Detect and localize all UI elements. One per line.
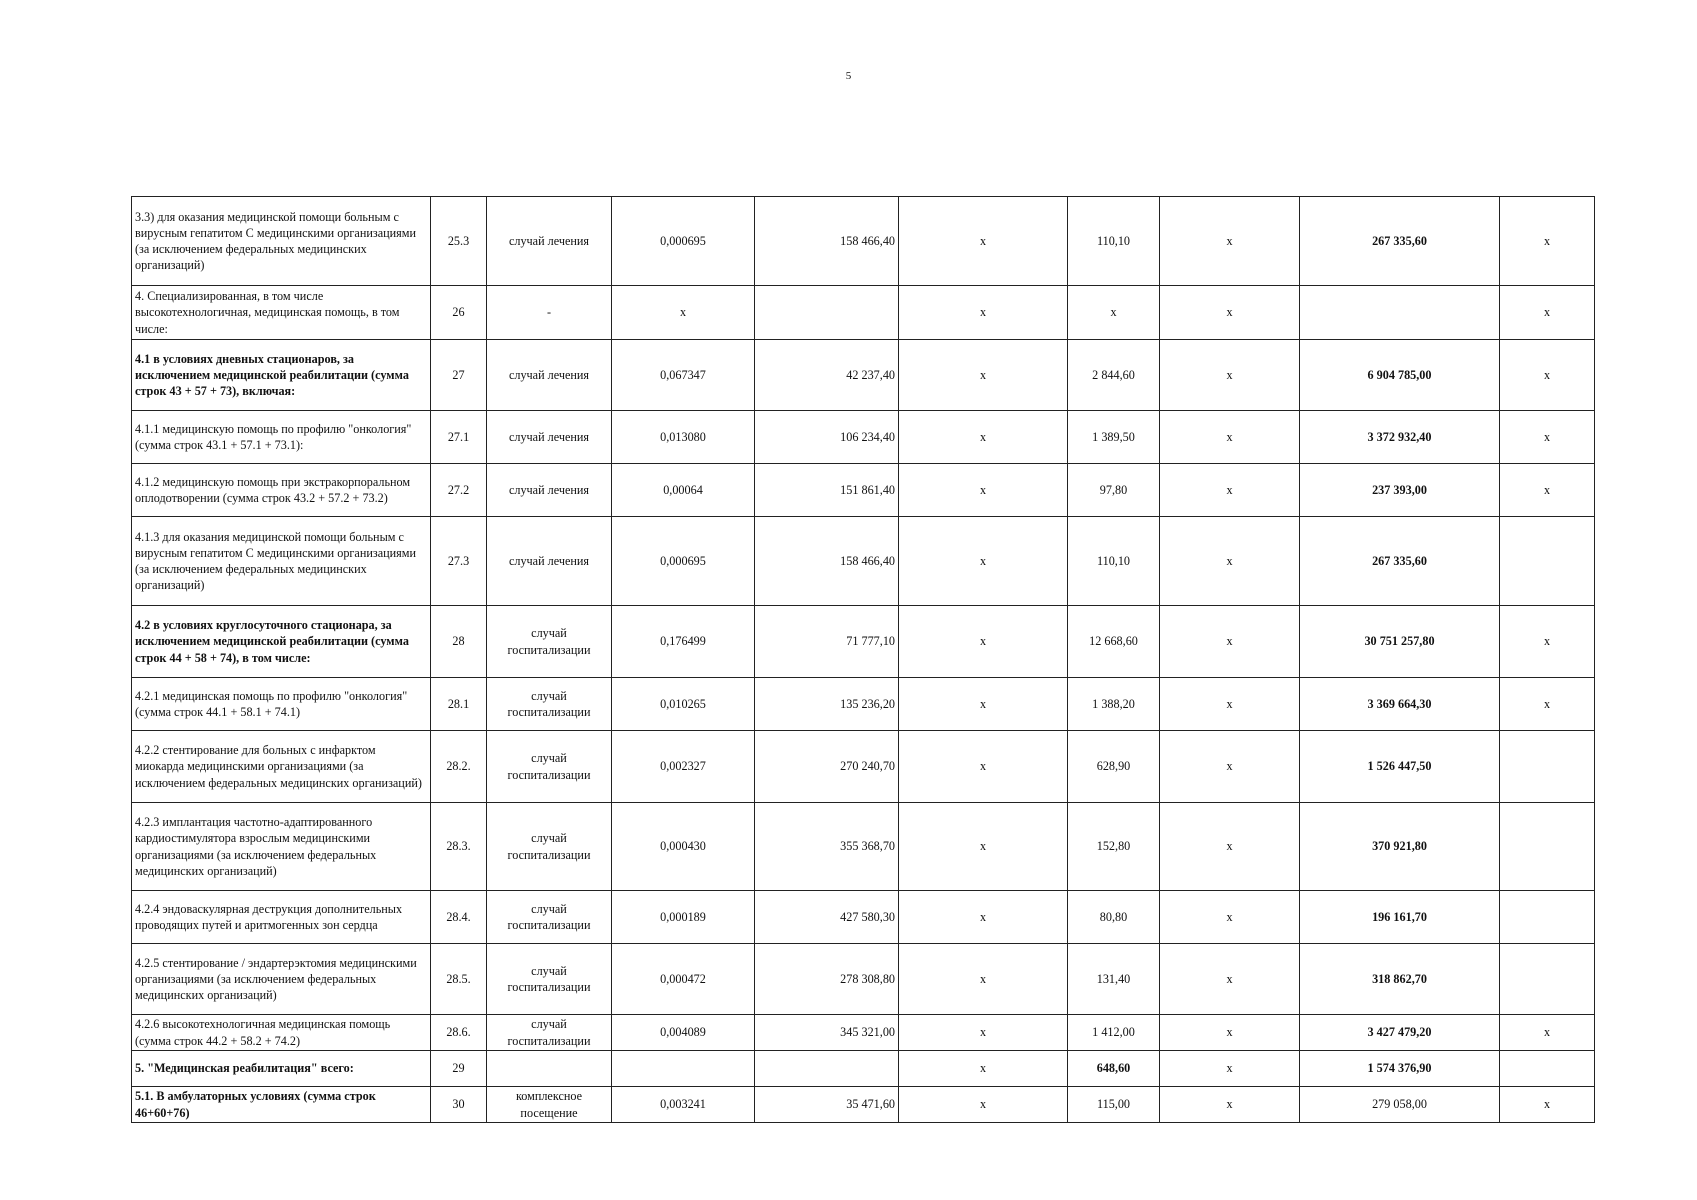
row-col6: х [899, 944, 1068, 1015]
row-norm [612, 1051, 755, 1087]
row-col10: х [1500, 1087, 1595, 1123]
row-name: 4.2.3 имплантация частотно-адаптированного кардиостимулятора взрослым медицинскими организациями (за исключением федеральных медицинских организаций) [132, 803, 431, 891]
row-code: 28.3. [431, 803, 487, 891]
row-col7: 97,80 [1068, 464, 1160, 517]
row-code: 27.2 [431, 464, 487, 517]
row-col8: х [1160, 678, 1300, 731]
row-sum: 267 335,60 [1300, 197, 1500, 286]
row-code: 26 [431, 286, 487, 340]
row-code: 25.3 [431, 197, 487, 286]
row-col10: х [1500, 606, 1595, 678]
row-code: 29 [431, 1051, 487, 1087]
row-sum: 267 335,60 [1300, 517, 1500, 606]
row-code: 28.4. [431, 891, 487, 944]
row-col6: х [899, 731, 1068, 803]
row-col10: х [1500, 340, 1595, 411]
row-col10 [1500, 944, 1595, 1015]
row-unit: случай госпитализации [487, 731, 612, 803]
row-cost [755, 1051, 899, 1087]
row-col7: 110,10 [1068, 197, 1160, 286]
row-col7: 152,80 [1068, 803, 1160, 891]
row-col6: х [899, 464, 1068, 517]
row-col6: х [899, 1051, 1068, 1087]
row-norm: 0,000189 [612, 891, 755, 944]
row-col10: х [1500, 286, 1595, 340]
row-name: 5.1. В амбулаторных условиях (сумма строк 46+60+76) [132, 1087, 431, 1123]
row-col8: х [1160, 891, 1300, 944]
row-sum: 30 751 257,80 [1300, 606, 1500, 678]
row-code: 28.1 [431, 678, 487, 731]
row-name: 5. "Медицинская реабилитация" всего: [132, 1051, 431, 1087]
row-col8: х [1160, 606, 1300, 678]
row-norm: х [612, 286, 755, 340]
row-col6: х [899, 1015, 1068, 1051]
row-code: 28.5. [431, 944, 487, 1015]
row-col8: х [1160, 197, 1300, 286]
row-col7: 648,60 [1068, 1051, 1160, 1087]
row-name: 4.1 в условиях дневных стационаров, за исключением медицинской реабилитации (сумма строк 43 + 57 + 73), включая: [132, 340, 431, 411]
table-row [132, 1087, 1595, 1123]
row-sum: 318 862,70 [1300, 944, 1500, 1015]
row-code: 28.2. [431, 731, 487, 803]
row-col10 [1500, 517, 1595, 606]
row-col8: х [1160, 411, 1300, 464]
row-name: 4.2.2 стентирование для больных с инфарктом миокарда медицинскими организациями (за исключением федеральных медицинских организаций) [132, 731, 431, 803]
row-col8: х [1160, 517, 1300, 606]
page-number: 5 [845, 70, 852, 82]
table-row [132, 678, 1595, 731]
row-name: 4.1.2 медицинскую помощь при экстракорпоральном оплодотворении (сумма строк 43.2 + 57.2 + 73.2) [132, 464, 431, 517]
row-norm: 0,000695 [612, 517, 755, 606]
row-col10: х [1500, 411, 1595, 464]
row-code: 27 [431, 340, 487, 411]
row-unit: комплексное посещение [487, 1087, 612, 1123]
row-col10 [1500, 731, 1595, 803]
row-norm: 0,176499 [612, 606, 755, 678]
row-cost: 71 777,10 [755, 606, 899, 678]
row-sum: 3 427 479,20 [1300, 1015, 1500, 1051]
row-unit: случай госпитализации [487, 606, 612, 678]
row-col8: х [1160, 731, 1300, 803]
table-row [132, 803, 1595, 891]
row-col8: х [1160, 1051, 1300, 1087]
row-col7: 12 668,60 [1068, 606, 1160, 678]
row-col6: х [899, 606, 1068, 678]
row-unit: случай лечения [487, 464, 612, 517]
row-col8: х [1160, 286, 1300, 340]
cost-table [131, 196, 1595, 1123]
row-cost [755, 286, 899, 340]
row-col7: 628,90 [1068, 731, 1160, 803]
row-name: 4.1.3 для оказания медицинской помощи больным с вирусным гепатитом С медицинскими организациями (за исключением федеральных медицинских организаций) [132, 517, 431, 606]
row-name: 3.3) для оказания медицинской помощи больным с вирусным гепатитом С медицинскими организациями (за исключением федеральных медицинских организаций) [132, 197, 431, 286]
table-row [132, 197, 1595, 286]
row-unit [487, 1051, 612, 1087]
row-name: 4.2.1 медицинская помощь по профилю "онкология" (сумма строк 44.1 + 58.1 + 74.1) [132, 678, 431, 731]
row-col7: 2 844,60 [1068, 340, 1160, 411]
row-cost: 345 321,00 [755, 1015, 899, 1051]
row-norm: 0,067347 [612, 340, 755, 411]
row-cost: 427 580,30 [755, 891, 899, 944]
row-code: 28 [431, 606, 487, 678]
row-col10 [1500, 803, 1595, 891]
row-name: 4.2.6 высокотехнологичная медицинская помощь (сумма строк 44.2 + 58.2 + 74.2) [132, 1015, 431, 1051]
row-sum: 3 372 932,40 [1300, 411, 1500, 464]
row-col7: 1 389,50 [1068, 411, 1160, 464]
row-norm: 0,000695 [612, 197, 755, 286]
row-unit: случай госпитализации [487, 891, 612, 944]
row-cost: 158 466,40 [755, 517, 899, 606]
table-row [132, 944, 1595, 1015]
row-col6: х [899, 1087, 1068, 1123]
row-col6: х [899, 803, 1068, 891]
row-norm: 0,013080 [612, 411, 755, 464]
row-name: 4.1.1 медицинскую помощь по профилю "онкология" (сумма строк 43.1 + 57.1 + 73.1): [132, 411, 431, 464]
table-row [132, 464, 1595, 517]
table-row [132, 517, 1595, 606]
row-norm: 0,003241 [612, 1087, 755, 1123]
table-row [132, 606, 1595, 678]
row-norm: 0,000472 [612, 944, 755, 1015]
table-row [132, 286, 1595, 340]
row-col6: х [899, 340, 1068, 411]
table-row [132, 891, 1595, 944]
row-col7: 1 412,00 [1068, 1015, 1160, 1051]
row-col6: х [899, 286, 1068, 340]
table-row [132, 411, 1595, 464]
row-col10: х [1500, 197, 1595, 286]
row-sum [1300, 286, 1500, 340]
row-col10: х [1500, 1015, 1595, 1051]
row-cost: 151 861,40 [755, 464, 899, 517]
row-cost: 42 237,40 [755, 340, 899, 411]
row-sum: 279 058,00 [1300, 1087, 1500, 1123]
row-norm: 0,004089 [612, 1015, 755, 1051]
row-unit: случай госпитализации [487, 803, 612, 891]
row-sum: 1 574 376,90 [1300, 1051, 1500, 1087]
row-unit: случай лечения [487, 340, 612, 411]
row-unit: случай госпитализации [487, 1015, 612, 1051]
row-col6: х [899, 411, 1068, 464]
row-sum: 6 904 785,00 [1300, 340, 1500, 411]
row-code: 30 [431, 1087, 487, 1123]
row-col8: х [1160, 464, 1300, 517]
row-col7: х [1068, 286, 1160, 340]
row-sum: 370 921,80 [1300, 803, 1500, 891]
row-name: 4.2 в условиях круглосуточного стационара, за исключением медицинской реабилитации (сумма строк 44 + 58 + 74), в том числе: [132, 606, 431, 678]
row-norm: 0,00064 [612, 464, 755, 517]
row-name: 4.2.4 эндоваскулярная деструкция дополнительных проводящих путей и аритмогенных зон сердца [132, 891, 431, 944]
row-cost: 355 368,70 [755, 803, 899, 891]
row-col10: х [1500, 464, 1595, 517]
row-col8: х [1160, 1015, 1300, 1051]
table-row [132, 340, 1595, 411]
row-col6: х [899, 517, 1068, 606]
row-col7: 1 388,20 [1068, 678, 1160, 731]
row-col10: х [1500, 678, 1595, 731]
row-col7: 115,00 [1068, 1087, 1160, 1123]
row-cost: 135 236,20 [755, 678, 899, 731]
row-sum: 237 393,00 [1300, 464, 1500, 517]
row-col8: х [1160, 1087, 1300, 1123]
row-col8: х [1160, 803, 1300, 891]
table-row [132, 1015, 1595, 1051]
row-name: 4.2.5 стентирование / эндартерэктомия медицинскими организациями (за исключением федеральных медицинских организаций) [132, 944, 431, 1015]
row-cost: 278 308,80 [755, 944, 899, 1015]
row-norm: 0,000430 [612, 803, 755, 891]
row-unit: случай лечения [487, 517, 612, 606]
row-cost: 158 466,40 [755, 197, 899, 286]
row-unit: случай госпитализации [487, 944, 612, 1015]
row-col8: х [1160, 944, 1300, 1015]
row-sum: 3 369 664,30 [1300, 678, 1500, 731]
row-cost: 106 234,40 [755, 411, 899, 464]
row-code: 28.6. [431, 1015, 487, 1051]
row-unit: случай лечения [487, 411, 612, 464]
row-col10 [1500, 1051, 1595, 1087]
row-cost: 35 471,60 [755, 1087, 899, 1123]
row-col6: х [899, 891, 1068, 944]
row-col7: 80,80 [1068, 891, 1160, 944]
row-col10 [1500, 891, 1595, 944]
row-sum: 1 526 447,50 [1300, 731, 1500, 803]
row-code: 27.1 [431, 411, 487, 464]
row-col6: х [899, 197, 1068, 286]
row-col8: х [1160, 340, 1300, 411]
table-row [132, 1051, 1595, 1087]
row-unit: случай госпитализации [487, 678, 612, 731]
row-col7: 131,40 [1068, 944, 1160, 1015]
row-cost: 270 240,70 [755, 731, 899, 803]
row-col7: 110,10 [1068, 517, 1160, 606]
row-col6: х [899, 678, 1068, 731]
row-unit: случай лечения [487, 197, 612, 286]
row-sum: 196 161,70 [1300, 891, 1500, 944]
row-norm: 0,002327 [612, 731, 755, 803]
row-name: 4. Специализированная, в том числе высокотехнологичная, медицинская помощь, в том числе: [132, 286, 431, 340]
row-unit: - [487, 286, 612, 340]
row-code: 27.3 [431, 517, 487, 606]
table-row [132, 731, 1595, 803]
row-norm: 0,010265 [612, 678, 755, 731]
